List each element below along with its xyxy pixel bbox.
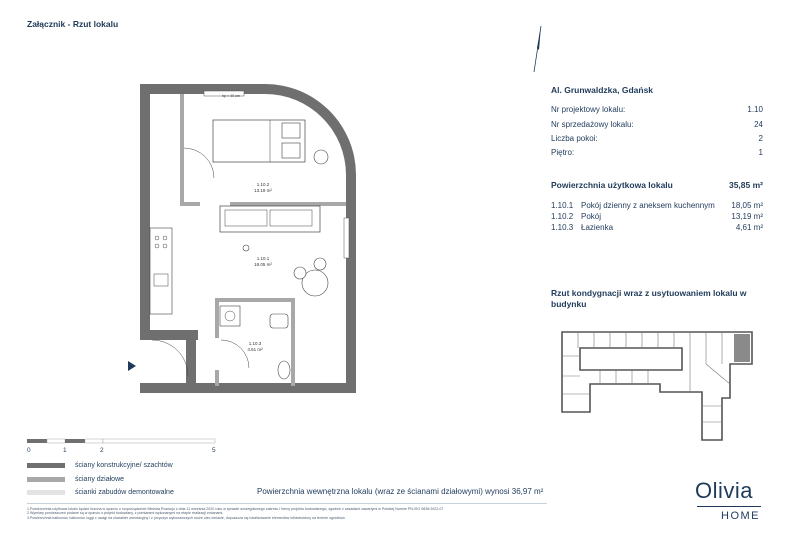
usable-area-heading: Powierzchnia użytkowa lokalu 35,85 m²: [551, 180, 763, 190]
room3-area: 4.61 m²: [247, 347, 263, 352]
room3-number: 1.10.3: [248, 341, 262, 346]
window-height-label: hp = 40 cm: [222, 94, 240, 98]
scale-tick-label: 2: [100, 447, 104, 454]
unit-highlight: [734, 334, 750, 362]
info-rooms-count: Liczba pokoi: 2: [551, 134, 763, 143]
room1-number: 1.10.1: [256, 256, 270, 261]
legend-swatch: [27, 490, 65, 495]
scale-bar: [27, 438, 227, 446]
legend-swatch: [27, 477, 65, 482]
info-floor: Piętro: 1: [551, 148, 763, 157]
building-locator-plan: [560, 326, 760, 446]
legend-item-structural: ściany konstrukcyjne/ szachtów: [27, 462, 173, 469]
logo: Olivia: [695, 478, 754, 503]
room1-area: 18.05 m²: [254, 262, 272, 267]
north-arrow-icon: [526, 24, 550, 74]
floor-plan: [120, 78, 370, 408]
footer-divider: [27, 503, 547, 504]
page-title: Załącznik - Rzut lokalu: [27, 19, 119, 29]
scale-tick-label: 1: [63, 447, 67, 454]
scale-tick-label: 0: [27, 447, 31, 454]
logo-divider: [697, 506, 761, 507]
footnotes: 1.Powierzchnia użytkowa lokalu będzie liczona w oparciu o rozporządzenie Ministra Rozwoju z dnia 11 września 2020 roku w sprawie szczegółowego zakresu i formy projektu budowlanego, zgodnie z zasadami zawartymi w Polskiej Normie PN-ISO 9836:2022-07 2.Wymiary pomieszczeń podane są w oparciu o projekt budowlany, z pomiarami wykonanymi na etapie realizacji zmianami. 3.Powierzchnia balkonów, balkonów, loggi z uwagi na charakter orientacyjny i z przyczyn wykonawczych może ulec zmianie, dopuszcza się lokalizowanie elementów infrastruktury na terenie ogródków.: [27, 507, 444, 520]
legend-item-removable: ścianki zabudów demontowalne: [27, 489, 174, 496]
info-project-number: Nr projektowy lokalu: 1.10: [551, 105, 763, 114]
info-sale-number: Nr sprzedażowy lokalu: 24: [551, 120, 763, 129]
logo-subtitle: HOME: [721, 510, 760, 522]
room-row: 1.10.3 Łazienka 4,61 m²: [551, 223, 763, 232]
room2-number: 1.10.2: [256, 182, 270, 187]
locator-title: Rzut kondygnacji wraz z usytuowaniem lokalu w budynku: [551, 288, 747, 309]
room-row: 1.10.2 Pokój 13,19 m²: [551, 212, 763, 221]
legend-swatch: [27, 463, 65, 468]
room-row: 1.10.1 Pokój dzienny z aneksem kuchennym 18,05 m²: [551, 201, 763, 210]
address: Al. Grunwaldzka, Gdańsk: [551, 85, 654, 95]
total-internal-area: Powierzchnia wewnętrzna lokalu (wraz ze ścianami działowymi) wynosi 36,97 m²: [257, 487, 544, 496]
room2-area: 13.19 m²: [254, 188, 272, 193]
legend-item-partition: ściany działowe: [27, 476, 124, 483]
scale-tick-label: 5: [212, 447, 216, 454]
